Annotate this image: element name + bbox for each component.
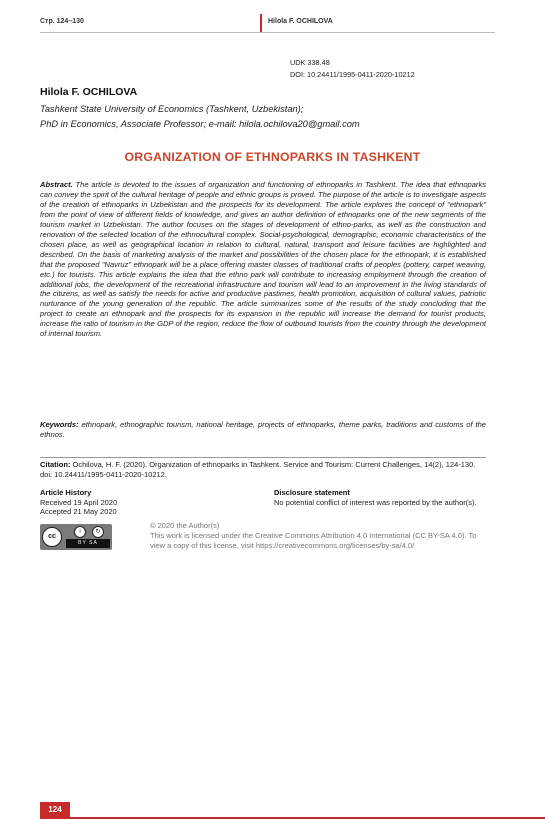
keywords-text: ethnopark, ethnographic tourism, national heritage, projects of ethnoparks, theme parks, traditions and customs of the ethnos. bbox=[40, 420, 486, 439]
abstract-label: Abstract. bbox=[40, 180, 73, 189]
article-history-heading: Article History bbox=[40, 488, 92, 497]
udk-code: UDK 338.48 bbox=[290, 58, 330, 67]
abstract-text: The article is devoted to the issues of organization and functioning of ethnoparks in Tashkent. The idea that ethnoparks can convey the spirit of the cultural heritage of people and ethnic groups is proved. The purpose of the article is to investigate aspects of the creation of ethnoparks in Uzbekistan and the prospects for its development. The article explores the concept of "ethnopark" from the point of view of different fields of knowledge, and gives an author definition of ethnoparks one of the new segments of the tourism market in Uzbekistan. The author focuses on the stages of development of ethno-parks, as well as the construction and renovation of the selected location of the ethnocultural complex. Social-psychological, demographic, economic characteristics of the chosen place, as well as geographical location in relation to cultural, natural, transport and leisure facilities are highlighted and described. On the basis of marketing analysis of the market and possibilities of the chosen place for the ethnopark, it is established that the proposed "Navruz" ethnopark will be a place offering master classes of traditional crafts of peoples (pottery, carpet weaving, etc.) for tourists. This article explains the idea that the ethno park will contribute to increasing employment through the creation of additional jobs, the development of the recreational infrastructure and tourism will lead to an improvement in the living standards of the citizens, as well as satisfy the needs for active and productive pastimes, health promotion, acquisition of cultural values, patriotic nurturance of the young generation of the republic. The article summarizes some of the results of the study concluding that the project to create an ethnopark and the prospects for its expansion in the republic will increase the demand for tourist products, increase the ratio of tourism in the GDP of the region, reduce the flow of outbound tourists from the country through the development of internal tourism. bbox=[40, 180, 486, 339]
running-header bbox=[40, 18, 495, 33]
abstract bbox=[40, 180, 486, 339]
share-alike-icon: ↻ bbox=[92, 526, 104, 538]
cc-icon: cc bbox=[42, 527, 62, 547]
disclosure-statement bbox=[274, 488, 486, 507]
citation-label: Citation: bbox=[40, 460, 71, 469]
license-text: This work is licensed under the Creative Commons Attribution 4.0 International (CC BY-SA 4.0). To view a copy of this license, visit https://creativecommons.org/licenses/by-sa/4.0/ bbox=[150, 530, 477, 550]
header-divider bbox=[260, 14, 262, 32]
disclosure-text: No potential conflict of interest was reported by the author(s). bbox=[274, 497, 477, 507]
copyright: © 2020 the Author(s) bbox=[150, 521, 220, 530]
disclosure-heading: Disclosure statement bbox=[274, 488, 350, 497]
identifiers bbox=[290, 57, 415, 80]
keywords-label: Keywords: bbox=[40, 420, 79, 429]
by-icon: i bbox=[74, 526, 86, 538]
keywords bbox=[40, 420, 486, 440]
article-history bbox=[40, 488, 250, 517]
footer-rule bbox=[40, 817, 545, 819]
header-author: Hilola F. OCHILOVA bbox=[268, 18, 333, 25]
cc-license-badge[interactable] bbox=[40, 524, 112, 550]
citation bbox=[40, 460, 486, 480]
doi-code[interactable]: DOI: 10.24411/1995-0411-2020-10212 bbox=[290, 69, 415, 79]
received-date: Received 19 April 2020 bbox=[40, 497, 118, 507]
cc-badge-band: BY SA bbox=[66, 539, 110, 548]
citation-text: Ochilova, H. F. (2020). Organization of ethnoparks in Tashkent. Service and Tourism: Current Challenges, 14(2), 124-130. doi: 10.24411/1995-0411-2020-10212. bbox=[40, 460, 476, 479]
affiliation-line: Tashkent State University of Economics (Tashkent, Uzbekistan); bbox=[40, 104, 304, 114]
license-notice bbox=[150, 521, 486, 550]
page-number: 124 bbox=[40, 802, 70, 818]
author-name: Hilola F. OCHILOVA bbox=[40, 86, 138, 98]
header-page-range: Стр. 124–130 bbox=[40, 18, 84, 25]
divider bbox=[40, 457, 486, 458]
author-affiliation bbox=[40, 102, 500, 131]
article-title: ORGANIZATION OF ETHNOPARKS IN TASHKENT bbox=[124, 150, 421, 164]
affiliation-line: PhD in Economics, Associate Professor; e-mail: hilola.ochilova20@gmail.com bbox=[40, 118, 360, 129]
accepted-date: Accepted 21 May 2020 bbox=[40, 507, 117, 516]
